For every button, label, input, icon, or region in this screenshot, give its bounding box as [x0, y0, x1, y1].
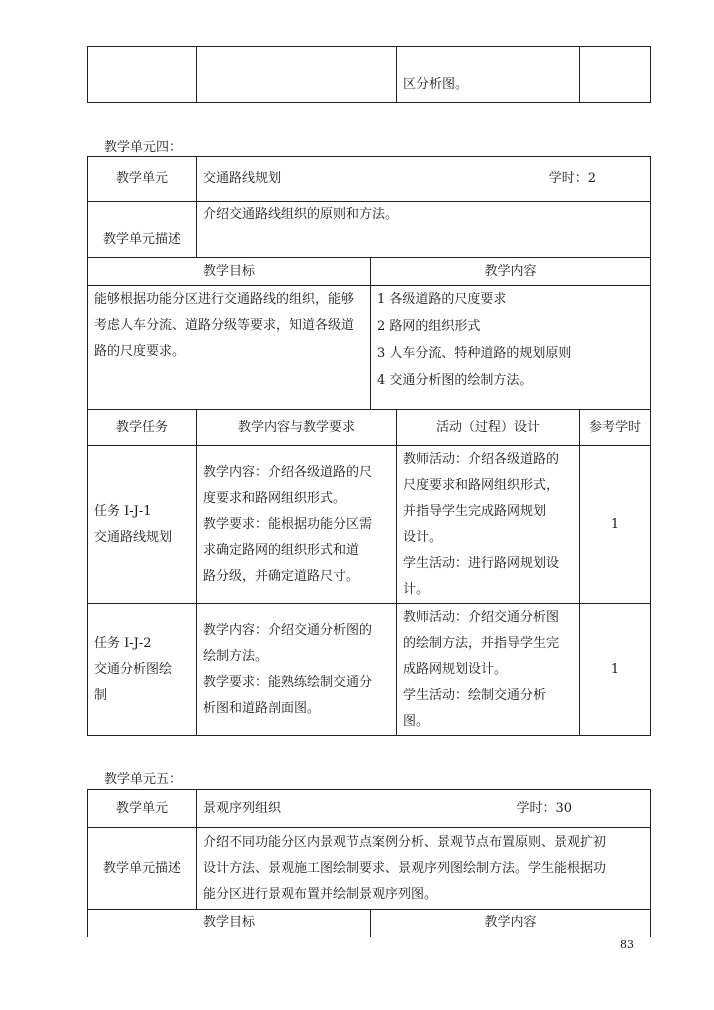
unit5-content-header: 教学内容 — [371, 910, 651, 937]
unit4-content-list — [371, 286, 651, 410]
task1-activity-line: 设计。 — [403, 529, 443, 545]
task1-activity — [397, 446, 580, 604]
task2-id: 任务 I-J-2 — [94, 635, 152, 651]
unit5-description — [197, 828, 651, 910]
unit4-hours: 学时：2 — [548, 171, 596, 186]
list-item: 4 交通分析图的绘制方法。 — [377, 373, 533, 388]
fragment-cell-4 — [580, 47, 651, 103]
task1-content-line: 教学要求：能根据功能分区需 — [203, 516, 373, 532]
unit4-description: 介绍交通路线组织的原则和方法。 — [197, 202, 651, 258]
list-item: 2 路网的组织形式 — [377, 319, 481, 334]
task-header-hours: 参考学时 — [580, 410, 651, 446]
task1-content — [197, 446, 397, 604]
task2-activity-line: 成路网规划设计。 — [403, 661, 508, 677]
task1-activity-line: 计。 — [403, 581, 430, 597]
task2-content-line: 教学内容：介绍交通分析图的 — [203, 622, 373, 638]
task1-id: 任务 I-J-1 — [94, 503, 152, 519]
unit4-name-cell — [197, 157, 651, 202]
unit5-desc-line: 介绍不同功能分区内景观节点案例分析、景观节点布置原则、景观扩初 — [203, 834, 607, 850]
task1-name-cell — [88, 446, 197, 604]
unit4-goal-header: 教学目标 — [88, 258, 371, 286]
unit5-name: 景观序列组织 — [203, 800, 282, 816]
task1-activity-line: 教师活动：介绍各级道路的 — [403, 451, 560, 467]
task2-activity-line: 学生活动：绘制交通分析 — [403, 687, 547, 703]
task2-name-line: 交通分析图绘 — [94, 661, 173, 677]
task2-content-line: 绘制方法。 — [203, 648, 269, 664]
fragment-text: 区分析图。 — [397, 47, 580, 103]
unit5-goal-header: 教学目标 — [88, 910, 371, 937]
list-item: 3 人车分流、特种道路的规划原则 — [377, 346, 572, 361]
task2-activity — [397, 604, 580, 736]
fragment-cell-2 — [197, 47, 397, 103]
unit5-hours: 学时：30 — [516, 800, 572, 816]
task2-activity-line: 的绘制方法，并指导学生完 — [403, 635, 560, 651]
unit4-info-table — [87, 156, 651, 258]
unit5-desc-line: 设计方法、景观施工图绘制要求、景观序列图绘制方法。学生能根据功 — [203, 860, 607, 876]
table-row — [88, 446, 651, 604]
top-fragment-table — [87, 46, 651, 103]
unit5-name-cell — [197, 790, 651, 828]
task1-hours: 1 — [580, 446, 651, 604]
task2-content-line: 析图和道路剖面图。 — [203, 700, 321, 716]
task1-activity-line: 并指导学生完成路网规划 — [403, 503, 547, 519]
task2-name-cell — [88, 604, 197, 736]
task1-content-line: 度要求和路网组织形式。 — [203, 490, 347, 506]
task1-content-line: 教学内容：介绍各级道路的尺 — [203, 464, 373, 480]
unit4-name: 交通路线规划 — [203, 171, 282, 186]
unit5-heading: 教学单元五： — [104, 772, 183, 787]
task-header-task: 教学任务 — [88, 410, 197, 446]
unit5-label-unit: 教学单元 — [88, 790, 197, 828]
list-item: 1 各级道路的尺度要求 — [377, 292, 507, 307]
unit4-heading: 教学单元四： — [104, 140, 183, 155]
task1-activity-line: 学生活动：进行路网规划设 — [403, 555, 560, 571]
unit4-tasks-table — [87, 409, 651, 736]
task2-content — [197, 604, 397, 736]
unit4-goal-paragraph: 能够根据功能分区进行交通路线的组织，能够考虑人车分流、道路分级等要求，知道各级道路的尺度要求。 — [94, 292, 355, 359]
task1-content-line: 求确定路网的组织形式和道 — [203, 542, 360, 558]
task1-content-line: 路分级，并确定道路尺寸。 — [203, 568, 360, 584]
fragment-cell-1 — [88, 47, 197, 103]
unit4-label-desc: 教学单元描述 — [88, 202, 197, 258]
unit5-desc-line: 能分区进行景观布置并绘制景观序列图。 — [203, 886, 438, 902]
task2-hours: 1 — [580, 604, 651, 736]
unit5-info-table — [87, 789, 651, 910]
page-number: 83 — [620, 938, 634, 951]
unit4-content-header: 教学内容 — [371, 258, 651, 286]
unit4-goal-text — [88, 286, 371, 410]
task2-content-line: 教学要求：能熟练绘制交通分 — [203, 674, 373, 690]
task2-name-line: 制 — [94, 687, 108, 703]
unit4-goal-table — [87, 257, 651, 410]
task-header-content: 教学内容与教学要求 — [197, 410, 397, 446]
task-header-activity: 活动（过程）设计 — [397, 410, 580, 446]
unit4-label-unit: 教学单元 — [88, 157, 197, 202]
task2-activity-line: 图。 — [403, 713, 430, 729]
task1-name: 交通路线规划 — [94, 529, 173, 545]
task1-activity-line: 尺度要求和路网组织形式， — [403, 477, 560, 493]
task2-activity-line: 教师活动：介绍交通分析图 — [403, 609, 560, 625]
unit5-label-desc: 教学单元描述 — [88, 828, 197, 910]
unit5-goal-table — [87, 909, 651, 937]
table-row — [88, 604, 651, 736]
